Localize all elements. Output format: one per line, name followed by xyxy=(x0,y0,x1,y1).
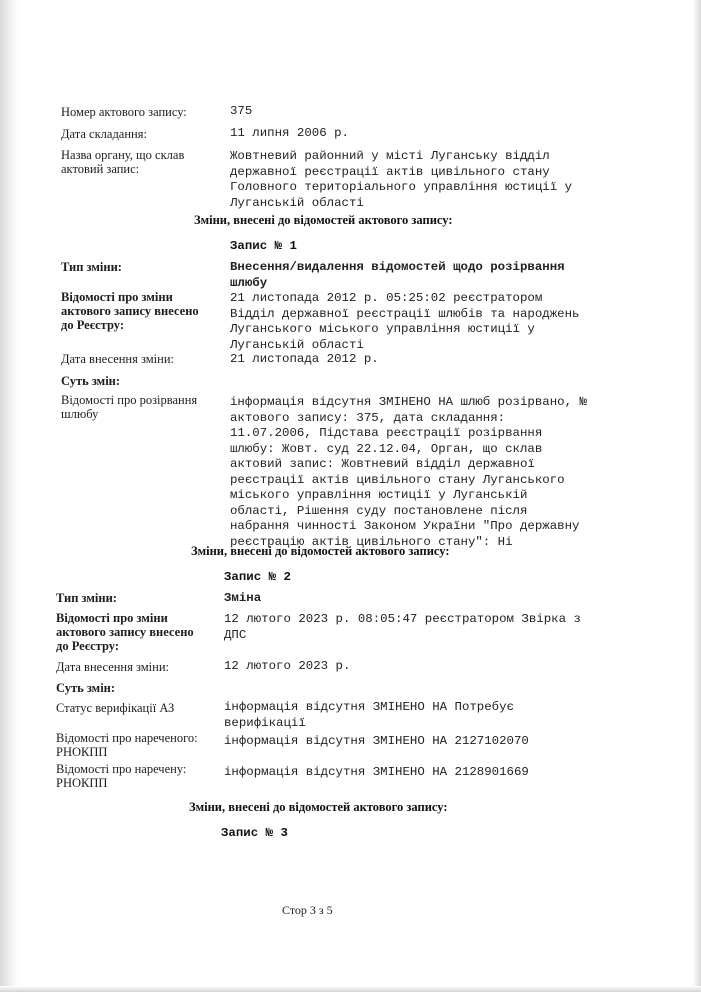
scan-left-edge xyxy=(0,0,22,992)
entry-1-date-label: Дата внесення зміни: xyxy=(61,352,174,366)
entry-1-title: Запис № 1 xyxy=(230,239,297,253)
record-number-value: 375 xyxy=(230,104,253,118)
entry-2-field-2-label-line2: РНОКПП xyxy=(56,745,108,759)
entry-2-type-value: Зміна xyxy=(224,591,262,605)
changes-heading-3: Зміни, внесені до відомостей актового запису: xyxy=(189,800,448,814)
entry-2-field-3-label-line2: РНОКПП xyxy=(56,776,108,790)
entry-2-info-value: 12 лютого 2023 р. 08:05:47 реєстратором Звірка з ДПС xyxy=(224,612,581,642)
entry-1-info-label-line3: до Реєстру: xyxy=(61,318,124,332)
date-value: 11 липня 2006 р. xyxy=(230,126,349,140)
entry-1-type-label: Тип зміни: xyxy=(61,260,122,274)
entry-1-field-label-line2: шлюбу xyxy=(61,407,99,421)
organ-value: Жовтневий районний у місті Луганську відділ державної реєстрації актів цивільного стану Головного територіального управління юстиції у Луганській області xyxy=(230,149,573,210)
entry-2-field-1-label: Статус верифікації АЗ xyxy=(56,701,175,715)
entry-1-essence-label: Суть змін: xyxy=(61,374,121,388)
entry-1-info-value: 21 листопада 2012 р. 05:25:02 реєстратором Відділ державної реєстрації шлюбів та народжень Луганського міського управління юстиції у Луганській області xyxy=(230,291,580,352)
scan-bottom-edge xyxy=(0,986,701,992)
entry-1-date-value: 21 листопада 2012 р. xyxy=(230,352,379,366)
entry-2-field-3-value: інформація відсутня ЗМІНЕНО НА 2128901669 xyxy=(224,765,529,779)
entry-1-info-label-line1: Відомості про зміни xyxy=(61,290,173,304)
entry-2-type-label: Тип зміни: xyxy=(56,591,117,605)
entry-2-field-1-value: інформація відсутня ЗМІНЕНО НА Потребує верифікації xyxy=(224,700,514,730)
entry-2-info-label-line1: Відомості про зміни xyxy=(56,611,168,625)
entry-2-date-value: 12 лютого 2023 р. xyxy=(224,659,351,673)
entry-2-field-2-value: інформація відсутня ЗМІНЕНО НА 2127102070 xyxy=(224,734,529,748)
entry-2-field-3-label-line1: Відомості про наречену: xyxy=(56,762,187,776)
page-number: Стор 3 з 5 xyxy=(282,903,333,917)
entry-2-title: Запис № 2 xyxy=(224,570,291,584)
organ-label-line1: Назва органу, що склав xyxy=(61,148,185,162)
entry-1-field-value: інформація відсутня ЗМІНЕНО НА шлюб розірвано, № актового запису: 375, дата складання: 11.07.2006, Підстава реєстрації розірвання шлюбу: Жовт. суд 22.12.04, Орган, що склав актовий запис: Жовтневий відділ державної реєстрації актів цивільного стану Луганського міського управління юстиції у Луганській області, Рішення суду постановлене після набрання чинності Законом України "Про державну реєстрацію актів цивільного стану": Ні xyxy=(230,395,587,549)
scan-right-edge xyxy=(693,0,701,992)
record-number-label: Номер актового запису: xyxy=(61,105,187,119)
entry-2-info-label-line3: до Реєстру: xyxy=(56,639,119,653)
entry-2-essence-label: Суть змін: xyxy=(56,681,116,695)
entry-3-title: Запис № 3 xyxy=(221,826,288,840)
entry-1-info-label-line2: актового запису внесено xyxy=(61,304,199,318)
entry-1-field-label-line1: Відомості про розірвання xyxy=(61,393,198,407)
entry-2-info-label-line2: актового запису внесено xyxy=(56,625,194,639)
changes-heading-1: Зміни, внесені до відомостей актового запису: xyxy=(194,213,453,227)
entry-2-field-2-label-line1: Відомості про нареченого: xyxy=(56,731,198,745)
entry-2-date-label: Дата внесення зміни: xyxy=(56,660,169,674)
date-label: Дата складання: xyxy=(61,127,147,141)
organ-label-line2: актовий запис: xyxy=(61,162,140,176)
changes-heading-2: Зміни, внесені до відомостей актового запису: xyxy=(191,544,450,558)
entry-1-type-value: Внесення/видалення відомостей щодо розірвання шлюбу xyxy=(230,260,565,290)
